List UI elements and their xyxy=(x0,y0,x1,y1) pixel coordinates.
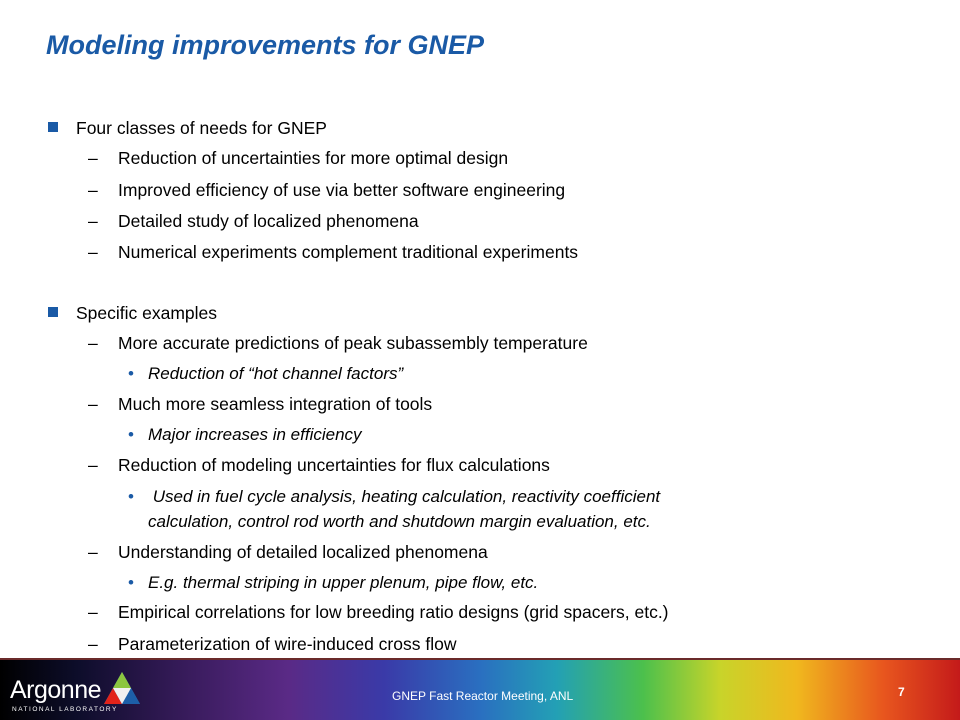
square-bullet-icon xyxy=(48,307,58,317)
list-item-text: More accurate predictions of peak subassembly temperature xyxy=(118,333,588,353)
square-bullet-icon xyxy=(48,122,58,132)
dot-bullet-icon: • xyxy=(128,573,134,592)
list-item-text: Detailed study of localized phenomena xyxy=(118,211,419,231)
page-number: 7 xyxy=(898,685,905,699)
list-item-text: Parameterization of wire-induced cross flow xyxy=(118,634,457,654)
list-item xyxy=(88,242,579,263)
section-heading xyxy=(76,118,327,139)
section-heading-text: Four classes of needs for GNEP xyxy=(76,118,327,138)
sub-list-item xyxy=(128,422,362,447)
sub-list-item-text: Major increases in efficiency xyxy=(148,425,362,444)
dot-bullet-icon: • xyxy=(128,364,134,383)
list-item xyxy=(88,333,588,354)
list-item-text: Much more seamless integration of tools xyxy=(118,394,433,414)
sub-list-item-text-line2: calculation, control rod worth and shutdown margin evaluation, etc. xyxy=(148,512,651,531)
argonne-triangle-icon xyxy=(102,670,142,706)
dash-bullet-icon: – xyxy=(88,242,98,262)
sub-list-item-text: Reduction of “hot channel factors” xyxy=(148,364,404,383)
list-item xyxy=(88,180,566,201)
list-item-text: Numerical experiments complement traditional experiments xyxy=(118,242,579,262)
sub-list-item-text: E.g. thermal striping in upper plenum, pipe flow, etc. xyxy=(148,573,539,592)
list-item xyxy=(88,634,457,655)
dash-bullet-icon: – xyxy=(88,455,98,475)
dash-bullet-icon: – xyxy=(88,211,98,231)
list-item xyxy=(88,211,419,232)
list-item xyxy=(88,455,550,476)
list-item xyxy=(88,148,509,169)
list-item-text: Reduction of modeling uncertainties for flux calculations xyxy=(118,455,550,475)
sub-list-item xyxy=(128,361,404,386)
list-item xyxy=(88,394,433,415)
dash-bullet-icon: – xyxy=(88,634,98,654)
list-item xyxy=(88,602,669,623)
logo-subtitle: NATIONAL LABORATORY xyxy=(12,706,118,713)
slide-title: Modeling improvements for GNEP xyxy=(46,30,485,60)
list-item-text: Improved efficiency of use via better software engineering xyxy=(118,180,566,200)
logo-wordmark: Argonne xyxy=(10,676,102,704)
section-heading-text: Specific examples xyxy=(76,303,218,323)
dot-bullet-icon: • xyxy=(128,425,134,444)
section-heading xyxy=(76,303,217,324)
dash-bullet-icon: – xyxy=(88,333,98,353)
sub-list-item xyxy=(128,570,539,595)
list-item xyxy=(88,542,488,563)
dash-bullet-icon: – xyxy=(88,542,98,562)
sub-list-item xyxy=(128,484,661,534)
argonne-logo xyxy=(10,670,160,715)
dot-bullet-icon: • xyxy=(128,487,134,506)
list-item-text: Reduction of uncertainties for more optimal design xyxy=(118,148,509,168)
dash-bullet-icon: – xyxy=(88,394,98,414)
footer-meeting-label: GNEP Fast Reactor Meeting, ANL xyxy=(392,689,574,703)
dash-bullet-icon: – xyxy=(88,148,98,168)
list-item-text: Understanding of detailed localized phenomena xyxy=(118,542,488,562)
sub-list-item-text-line1: Used in fuel cycle analysis, heating calculation, reactivity coefficient xyxy=(148,487,661,506)
list-item-text: Empirical correlations for low breeding ratio designs (grid spacers, etc.) xyxy=(118,602,669,622)
dash-bullet-icon: – xyxy=(88,180,98,200)
dash-bullet-icon: – xyxy=(88,602,98,622)
